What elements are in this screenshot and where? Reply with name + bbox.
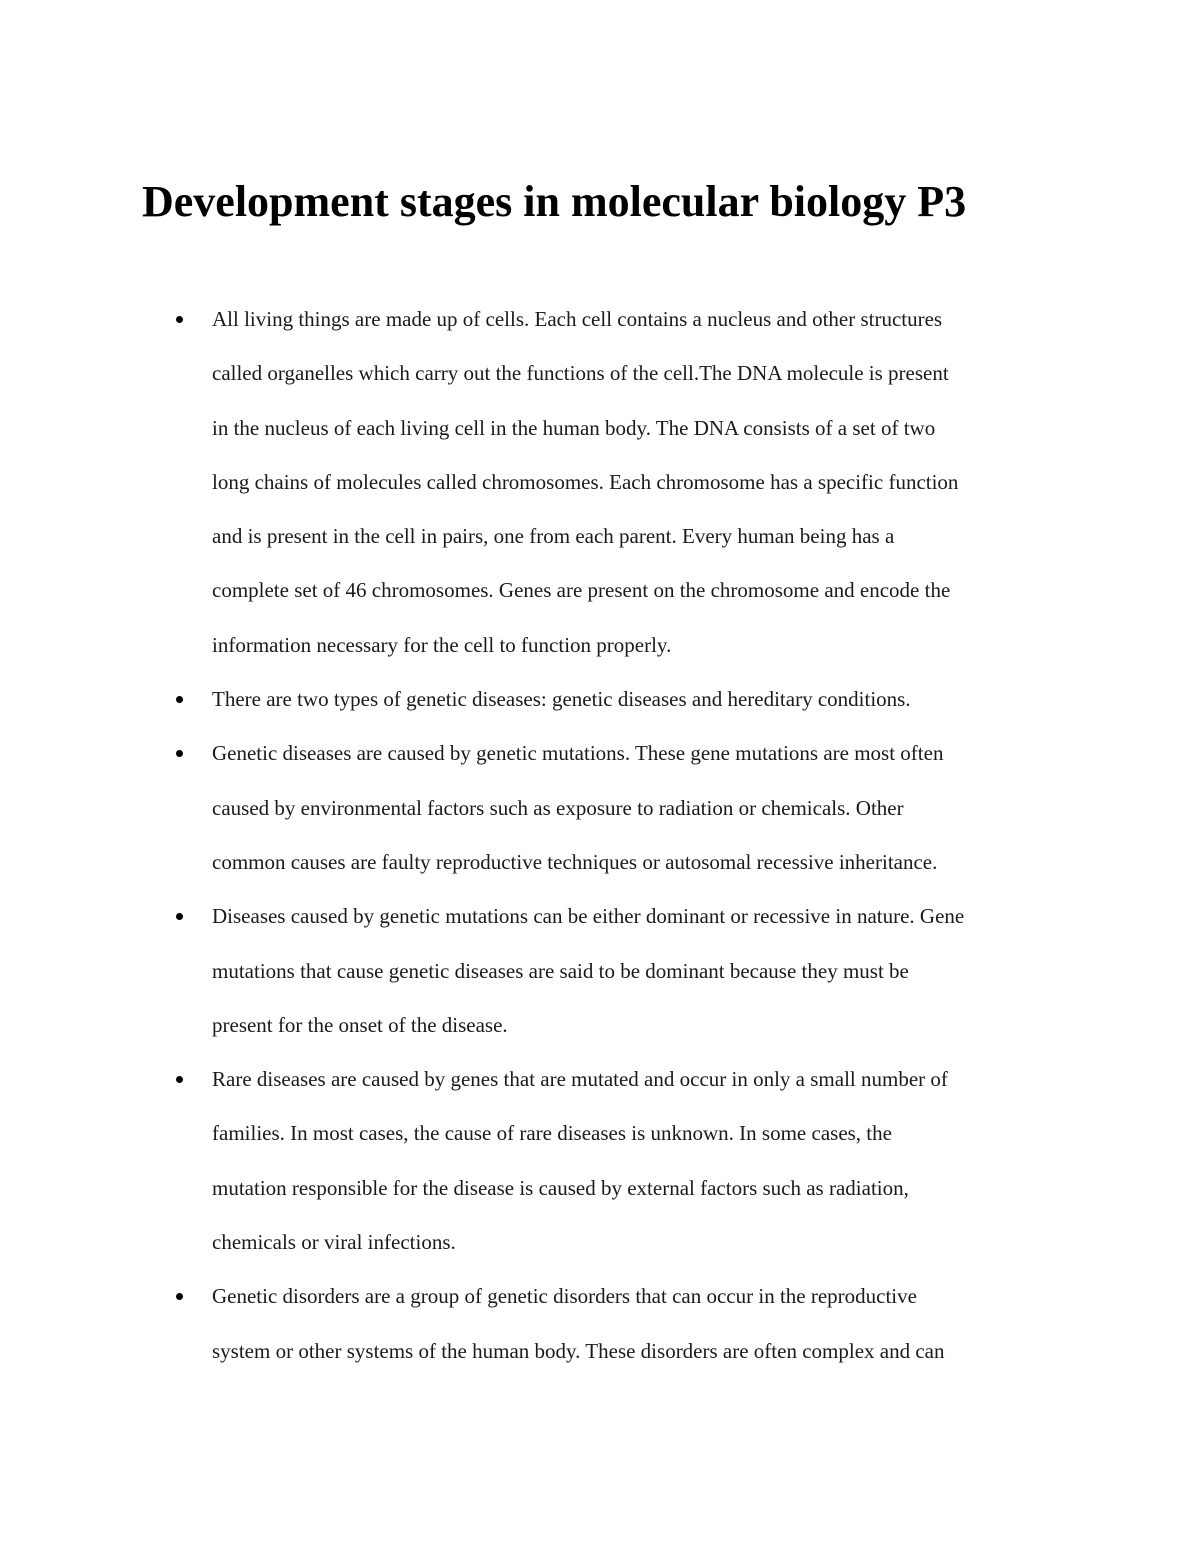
list-item [0, 889, 1200, 1052]
page-title: Development stages in molecular biology P3 [142, 177, 967, 226]
list-item-line: mutations that cause genetic diseases are said to be dominant because they must be [212, 958, 909, 983]
list-item-line: chemicals or viral infections. [212, 1230, 456, 1255]
list-item-line: There are two types of genetic diseases: genetic diseases and hereditary conditions. [212, 687, 911, 712]
list-item-line: in the nucleus of each living cell in the human body. The DNA consists of a set of two [212, 415, 936, 440]
list-item [0, 726, 1200, 889]
bullet-list [0, 292, 1200, 1378]
list-item-line: present for the onset of the disease. [212, 1012, 508, 1037]
list-item-line: called organelles which carry out the functions of the cell.The DNA molecule is present [212, 361, 949, 386]
list-item-line: Rare diseases are caused by genes that are mutated and occur in only a small number of [212, 1067, 948, 1092]
bullet-point-icon [176, 750, 183, 757]
bullet-point-icon [176, 316, 183, 323]
list-item [0, 672, 1200, 726]
list-item-line: system or other systems of the human body. These disorders are often complex and can [212, 1338, 945, 1363]
list-item-line: and is present in the cell in pairs, one from each parent. Every human being has a [212, 524, 895, 549]
list-item-line: information necessary for the cell to function properly. [212, 632, 672, 657]
list-item-line: Genetic disorders are a group of genetic disorders that can occur in the reproductive [212, 1284, 917, 1309]
list-item [0, 292, 1200, 672]
list-item-line: families. In most cases, the cause of rare diseases is unknown. In some cases, the [212, 1121, 892, 1146]
list-item [0, 1052, 1200, 1269]
list-item-line: caused by environmental factors such as exposure to radiation or chemicals. Other [212, 795, 904, 820]
list-item-line: Genetic diseases are caused by genetic mutations. These gene mutations are most often [212, 741, 944, 766]
list-item-line: All living things are made up of cells. Each cell contains a nucleus and other structures [212, 307, 943, 331]
list-item-line: long chains of molecules called chromosomes. Each chromosome has a specific function [212, 469, 959, 494]
bullet-point-icon [176, 913, 183, 920]
bullet-point-icon [176, 696, 183, 703]
list-item [0, 1269, 1200, 1378]
list-item-line: Diseases caused by genetic mutations can be either dominant or recessive in nature. Gene [212, 904, 965, 929]
list-item-line: complete set of 46 chromosomes. Genes are present on the chromosome and encode the [212, 578, 951, 603]
list-item-line: common causes are faulty reproductive techniques or autosomal recessive inheritance. [212, 849, 938, 874]
list-item-line: mutation responsible for the disease is caused by external factors such as radiation, [212, 1175, 909, 1200]
bullet-point-icon [176, 1293, 183, 1300]
bullet-point-icon [176, 1076, 183, 1083]
